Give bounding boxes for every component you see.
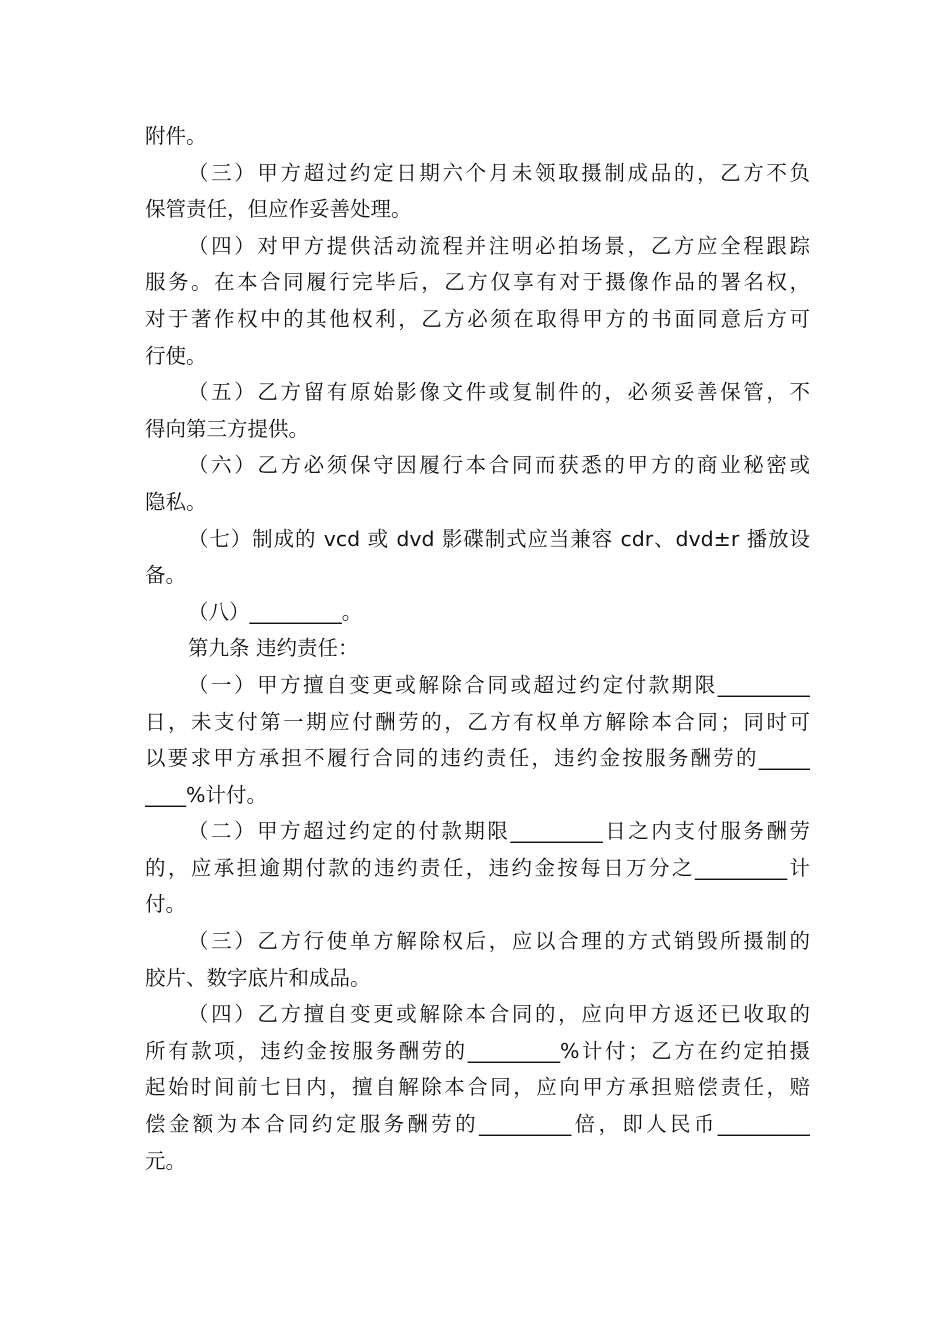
text-line: 付。: [145, 892, 186, 917]
text-line: 得向第三方提供。: [145, 416, 309, 441]
text-line: 元。: [145, 1148, 186, 1173]
text-line: 附件。: [145, 124, 207, 148]
document-body: [145, 118, 810, 1179]
text-line: 行使。: [145, 343, 207, 368]
text-line: 的，应承担逾期付款的违约责任，违约金按每日万分之_________计: [145, 855, 810, 880]
text-line: 以要求甲方承担不履行合同的违约责任，违约金按服务酬劳的_____: [145, 746, 810, 771]
text-line: （七）制成的 vcd 或 dvd 影碟制式应当兼容 cdr、dvd±r 播放设: [188, 526, 810, 551]
text-line: 隐私。: [145, 489, 207, 514]
text-line: （四）乙方擅自变更或解除本合同的，应向甲方返还已收取的: [188, 1002, 810, 1027]
text-line: （五）乙方留有原始影像文件或复制件的，必须妥善保管，不: [188, 380, 810, 405]
text-line: （六）乙方必须保守因履行本合同而获悉的甲方的商业秘密或: [188, 453, 810, 478]
text-line: （三）甲方超过约定日期六个月未领取摄制成品的，乙方不负: [188, 160, 810, 185]
text-line: 胶片、数字底片和成品。: [145, 965, 371, 990]
text-line: 日，未支付第一期应付酬劳的，乙方有权单方解除本合同；同时可: [145, 709, 810, 734]
text-line: 偿金额为本合同约定服务酬劳的_________倍，即人民币_________: [145, 1112, 810, 1137]
text-line: （二）甲方超过约定的付款期限_________日之内支付服务酬劳: [188, 819, 810, 844]
text-line: （四）对甲方提供活动流程并注明必拍场景，乙方应全程跟踪: [188, 233, 810, 258]
text-line: 服务。在本合同履行完毕后，乙方仅享有对于摄像作品的署名权，: [145, 270, 810, 295]
text-line: 保管责任，但应作妥善处理。: [145, 197, 412, 222]
text-line: 对于著作权中的其他权利，乙方必须在取得甲方的书面同意后方可: [145, 306, 810, 331]
text-line: （八）_________。: [188, 599, 363, 624]
text-line: （三）乙方行使单方解除权后，应以合理的方式销毁所摄制的: [188, 929, 810, 954]
section-heading: 第九条 违约责任：: [188, 636, 359, 661]
text-line: ____%计付。: [145, 782, 267, 807]
text-line: 备。: [145, 563, 186, 588]
text-line: 所有款项，违约金按服务酬劳的_________%计付；乙方在约定拍摄: [145, 1038, 810, 1063]
text-line: 起始时间前七日内，擅自解除本合同，应向甲方承担赔偿责任，赔: [145, 1075, 810, 1100]
text-line: （一）甲方擅自变更或解除合同或超过约定付款期限_________: [188, 672, 810, 697]
